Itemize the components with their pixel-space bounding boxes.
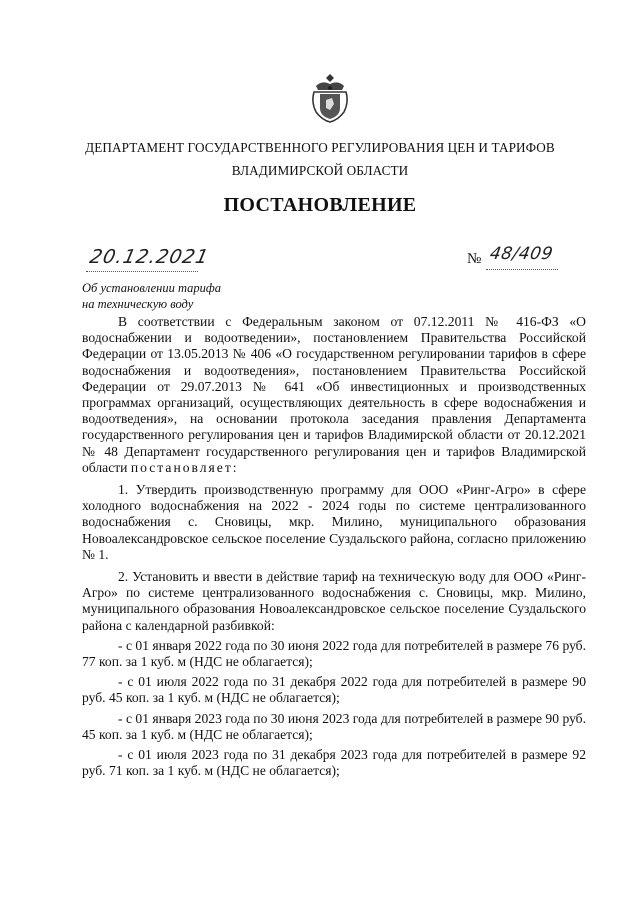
number-label: №: [467, 251, 482, 267]
department-name-line1: ДЕПАРТАМЕНТ ГОСУДАРСТВЕННОГО РЕГУЛИРОВАНИЯ ЦЕН И ТАРИФОВ: [85, 140, 555, 155]
subject-line1: Об установлении тарифа: [82, 281, 222, 295]
subject-line2: на техническую воду: [82, 297, 194, 311]
tariff-item: - с 01 января 2023 года по 30 июня 2023 года для потребителей в размере 90 руб. 45 коп. за 1 куб. м (НДС не облагается);: [82, 710, 586, 742]
date-underline: [86, 271, 198, 272]
number-underline: [486, 269, 558, 270]
item-2-paragraph: 2. Установить и ввести в действие тариф на техническую воду для ООО «Ринг-Агро» по системе централизованного водоснабжения с. Сновицы, мкр. Милино, муниципального образования Новоалександровское сельское поселение Суздальского района с календарной разбивкой:: [82, 569, 586, 633]
tariff-item: - с 01 июля 2023 года по 31 декабря 2023 года для потребителей в размере 92 руб. 71 коп. за 1 куб. м (НДС не облагается);: [82, 747, 586, 779]
coat-of-arms-icon: [308, 72, 352, 124]
preamble-text: В соответствии с Федеральным законом от 07.12.2011 № 416-ФЗ «О водоснабжении и водоотведении», постановлением Правительства Российской Федерации от 13.05.2013 № 406 «О государственном регулировании тарифов в сфере водоснабжения и водоотведения», постановлением Правительства Российской Федерации от 29.07.2013 № 641 «Об инвестиционных и производственных программах организаций, осуществляющих деятельность в сфере водоснабжения и водоотведения», на основании протокола заседания правления Департамента государственного регулирования цен и тарифов Владимирской области от 20.12.2021 № 48 Департамент государственного регулирования цен и тарифов Владимирской области: [82, 314, 586, 475]
document-body: [82, 314, 586, 783]
tariff-item: - с 01 июля 2022 года по 31 декабря 2022 года для потребителей в размере 90 руб. 45 коп. за 1 куб. м (НДС не облагается);: [82, 674, 586, 706]
document-subject: [82, 280, 221, 312]
document-number: 48/409: [488, 244, 555, 264]
document-type-title: ПОСТАНОВЛЕНИЕ: [223, 194, 417, 216]
tariff-item: - с 01 января 2022 года по 30 июня 2022 года для потребителей в размере 76 руб. 77 коп. за 1 куб. м (НДС не облагается);: [82, 637, 586, 670]
department-name-line2: ВЛАДИМИРСКОЙ ОБЛАСТИ: [231, 163, 409, 178]
preamble-verb: постановляет:: [130, 459, 239, 475]
item-1-paragraph: 1. Утвердить производственную программу для ООО «Ринг-Агро» в сфере холодного водоснабжения на 2022 - 2024 годы по системе централизованного водоснабжения с. Сновицы, мкр. Милино, муниципального образования Новоалександровское сельское поселение Суздальского района, согласно приложению № 1.: [82, 482, 586, 562]
preamble-paragraph: [82, 314, 586, 476]
document-date: 20.12.2021: [87, 246, 212, 268]
